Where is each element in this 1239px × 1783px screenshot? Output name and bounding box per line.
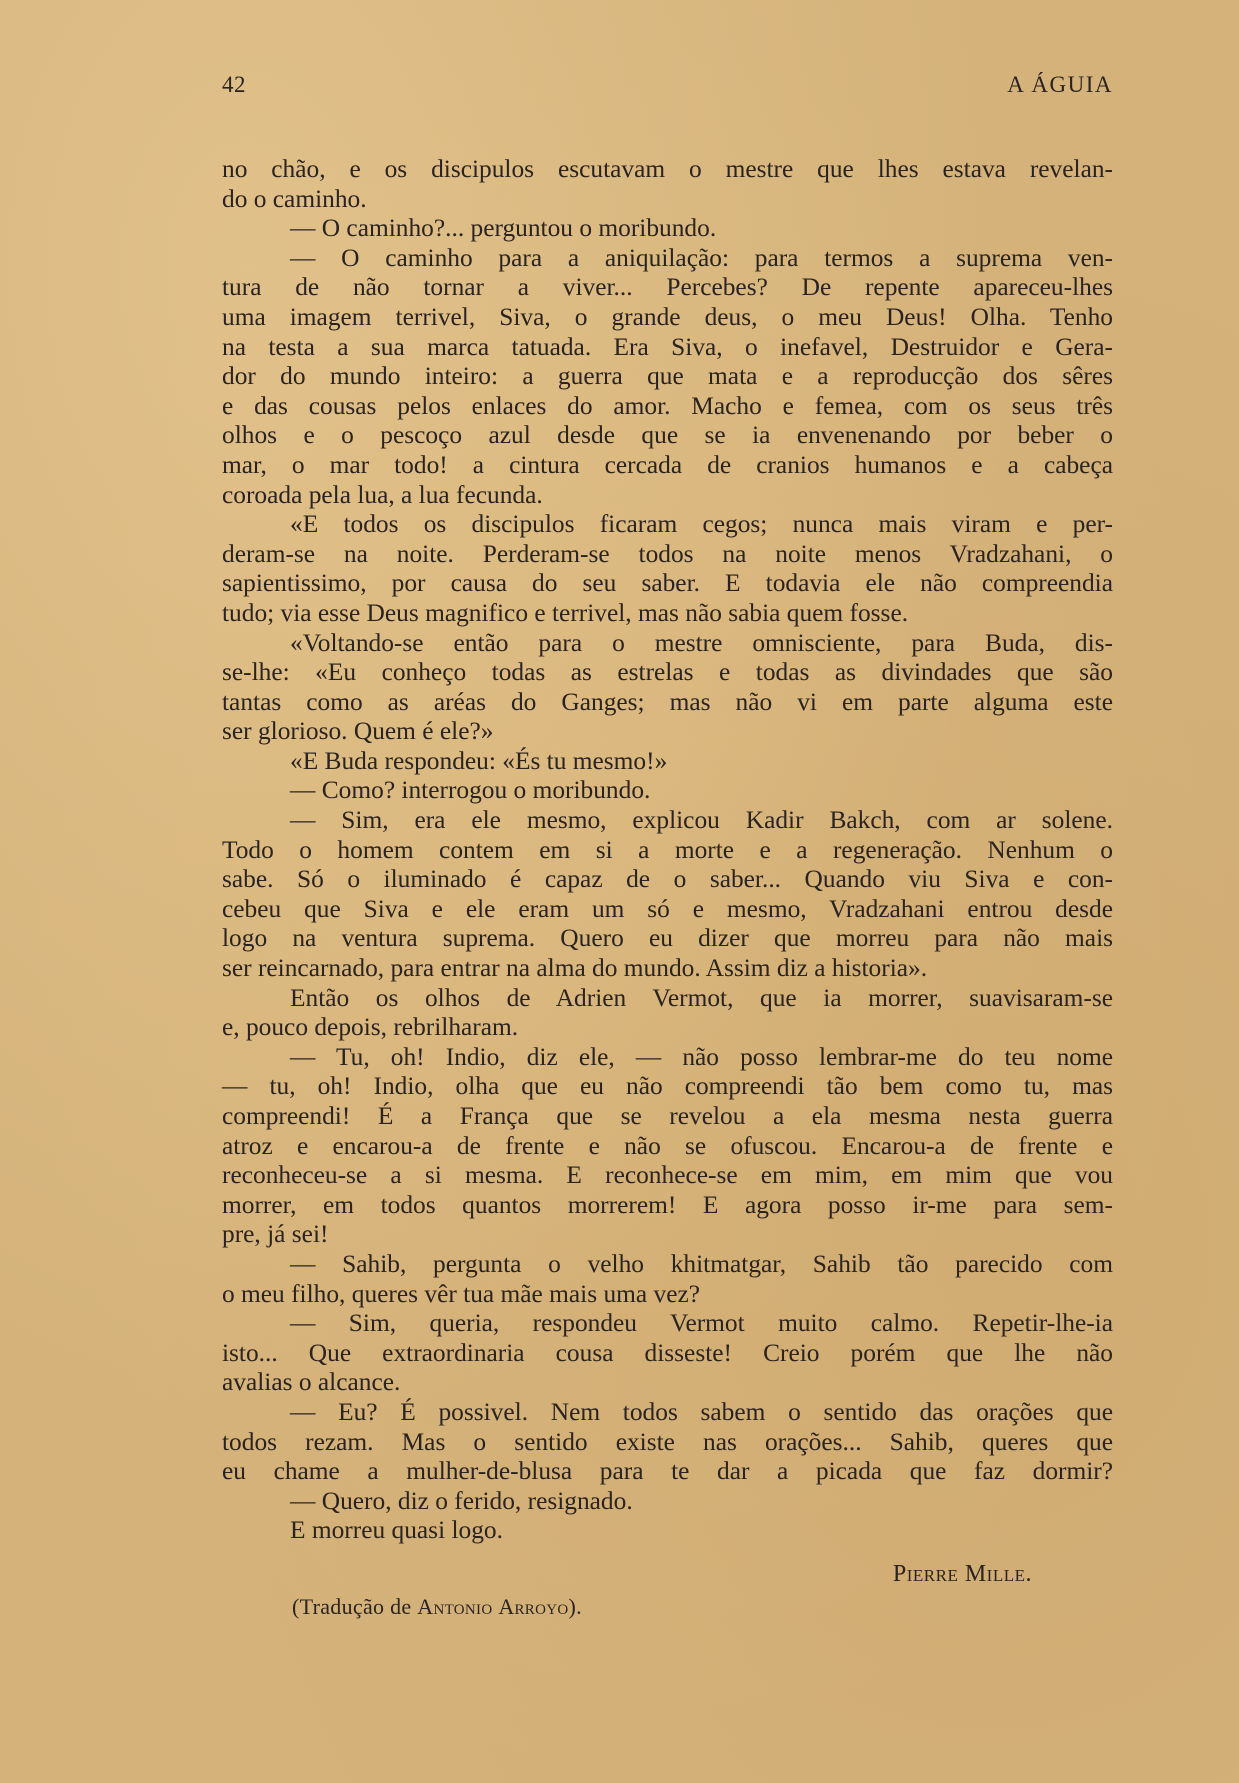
text-line: compreendi! É a França que se revelou a ela mesma nesta guerra [222,1102,1113,1130]
text-line: reconheceu-se a si mesma. E reconhece-se em mim, em mim que vou [222,1161,1113,1190]
text-line: — Quero, diz o ferido, resignado. [290,1486,633,1515]
text-line: coroada pela lua, a lua fecunda. [222,480,543,509]
text-line: dor do mundo inteiro: a guerra que mata e a reproducção dos sêres [222,362,1113,391]
text-line: logo na ventura suprema. Quero eu dizer que morreu para não mais [222,924,1113,953]
text-line: tura de não tornar a viver... Percebes? De repente apareceu-lhes [222,273,1113,302]
text-line: e, pouco depois, rebrilharam. [222,1013,519,1042]
text-line: sabe. Só o iluminado é capaz de o saber... Quando viu Siva e con- [222,865,1113,894]
text-line: tudo; via esse Deus magnifico e terrivel, mas não sabia quem fosse. [222,598,909,627]
text-line: tantas como as aréas do Ganges; mas não vi em parte alguma este [222,687,1113,716]
text-line: ser glorioso. Quem é ele?» [222,717,494,746]
text-line: — Eu? É possivel. Nem todos sabem o sentido das orações que [290,1397,1113,1426]
text-line: ser reincarnado, para entrar na alma do mundo. Assim diz a historia». [222,954,928,983]
text-line: atroz e encarou-a de frente e não se ofuscou. Encarou-a de frente e [222,1131,1113,1160]
text-line: — Como? interrogou o moribundo. [290,776,651,805]
translation-open: (Tradução de [292,1594,418,1619]
text-line: isto... Que extraordinaria cousa disseste! Creio porém que lhe não [222,1338,1113,1367]
text-line: no chão, e os discipulos escutavam o mestre que lhes estava revelan- [222,155,1113,183]
text-line: cebeu que Siva e ele eram um só e mesmo, Vradzahani entrou desde [222,894,1113,923]
text-line: se-lhe: «Eu conheço todas as estrelas e todas as divindades que são [222,658,1113,687]
text-line: «E Buda respondeu: «És tu mesmo!» [290,746,668,775]
translator-first-name: Antonio [417,1594,493,1619]
journal-title: A ÁGUIA [1007,72,1113,97]
text-line: — tu, oh! Indio, olha que eu não compreendi tão bem como tu, mas [222,1072,1113,1101]
text-line: uma imagem terrivel, Siva, o grande deus, o meu Deus! Olha. Tenho [222,302,1113,331]
text-line: avalias o alcance. [222,1368,401,1397]
text-line: Então os olhos de Adrien Vermot, que ia morrer, suavisaram-se [290,983,1113,1012]
page-number: 42 [222,72,246,97]
text-line: E morreu quasi logo. [290,1516,503,1545]
text-line: mar, o mar todo! a cintura cercada de cranios humanos e a cabeça [222,450,1113,479]
translator-last-name: Arroyo [498,1594,569,1619]
text-line: olhos e o pescoço azul desde que se ia envenenando por beber o [222,421,1113,450]
text-line: «E todos os discipulos ficaram cegos; nunca mais viram e per- [290,510,1113,539]
text-line: — O caminho?... perguntou o moribundo. [290,214,717,243]
text-line: do o caminho. [222,184,367,213]
text-line: eu chame a mulher-de-blusa para te dar a picada que faz dormir? [222,1457,1113,1486]
text-line: sapientissimo, por causa do seu saber. E todavia ele não compreendia [222,569,1113,598]
page-header [222,72,1113,108]
text-line: — Sahib, pergunta o velho khitmatgar, Sahib tão parecido com [290,1249,1113,1278]
text-line: morrer, em todos quantos morrerem! E agora posso ir-me para sem- [222,1190,1113,1219]
text-line: — Sim, era ele mesmo, explicou Kadir Bakch, com ar solene. [290,806,1113,835]
text-line: — O caminho para a aniquilação: para termos a suprema ven- [290,243,1113,272]
text-line: Todo o homem contem em si a morte e a regeneração. Nenhum o [222,835,1113,864]
translation-close: ). [568,1594,582,1619]
body-text [222,155,1113,1546]
translation-credit [292,1594,582,1620]
text-line: o meu filho, queres vêr tua mãe mais uma vez? [222,1279,701,1308]
author-signature: Pierre Mille. [892,1561,1032,1587]
text-line: todos rezam. Mas o sentido existe nas orações... Sahib, queres que [222,1427,1113,1456]
text-line: «Voltando-se então para o mestre omnisciente, para Buda, dis- [290,628,1113,657]
text-line: e das cousas pelos enlaces do amor. Macho e femea, com os seus três [222,391,1113,420]
text-line: pre, já sei! [222,1220,329,1249]
text-line: — Tu, oh! Indio, diz ele, — não posso lembrar-me do teu nome [290,1042,1113,1071]
text-line: deram-se na noite. Perderam-se todos na noite menos Vradzahani, o [222,539,1113,568]
text-line: — Sim, queria, respondeu Vermot muito calmo. Repetir-lhe-ia [290,1309,1113,1338]
text-line: na testa a sua marca tatuada. Era Siva, o inefavel, Destruidor e Gera- [222,332,1113,361]
